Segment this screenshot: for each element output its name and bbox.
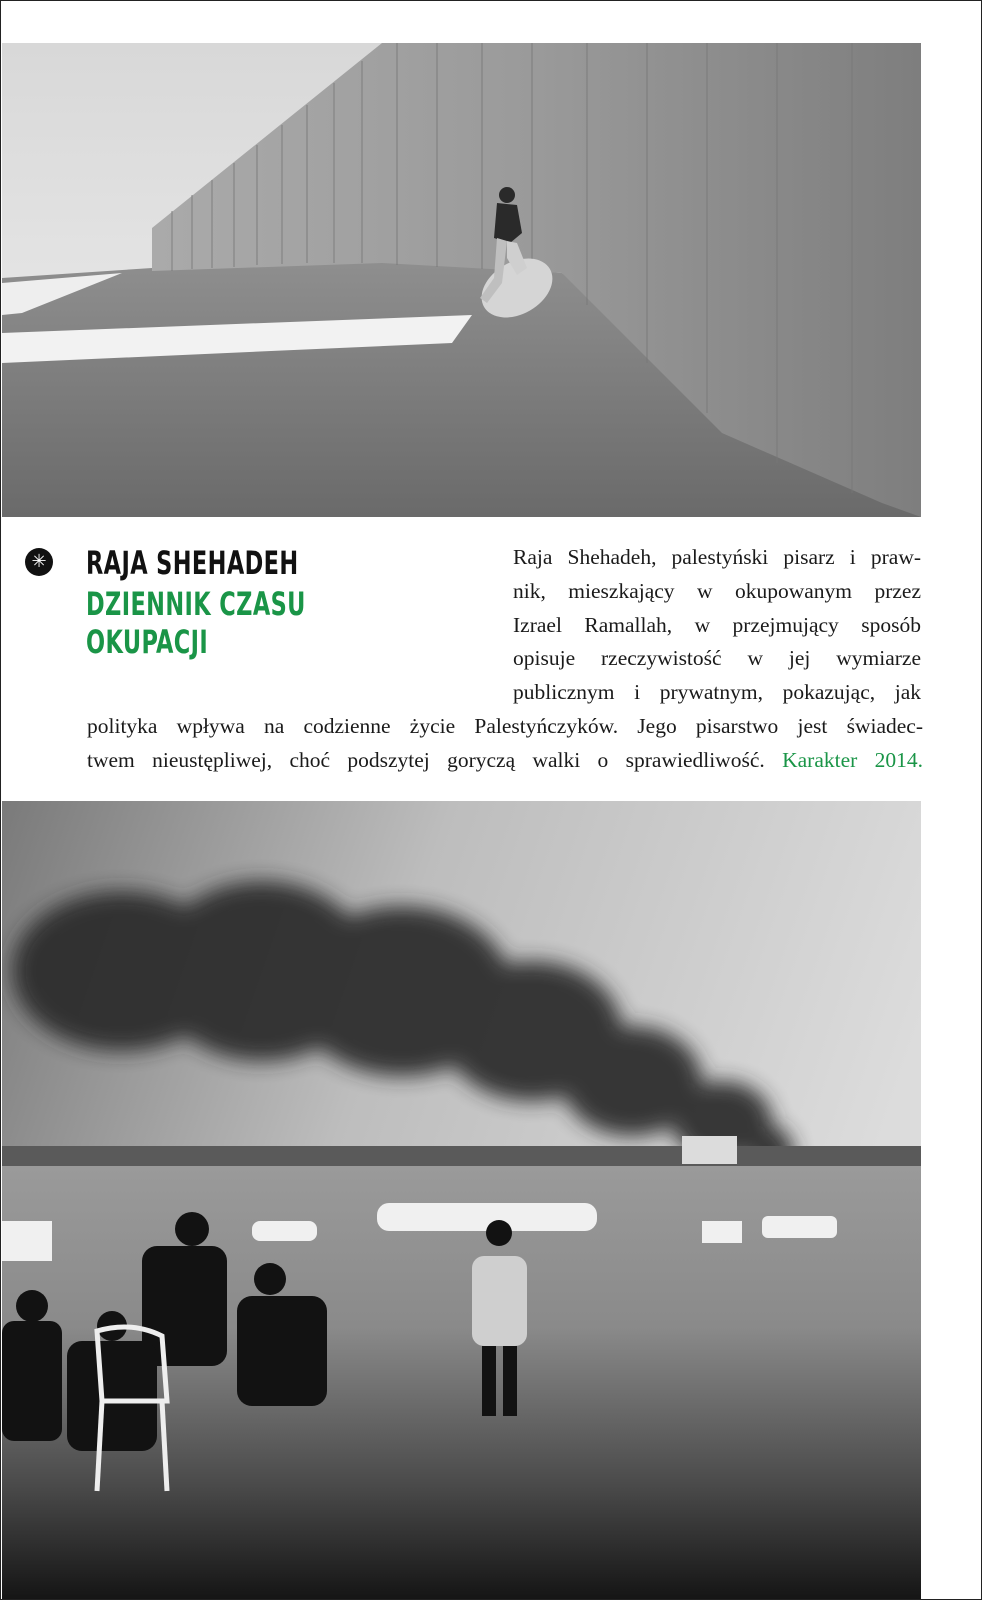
blurb-line: polityka wpływa na codzienne życie Palestyńczyków. Jego pisarstwo jest świadec-	[87, 714, 923, 738]
blurb-line: publicznym i prywatnym, pokazując, jak	[513, 680, 921, 705]
blurb-full-width	[87, 710, 923, 778]
publisher-logo-icon: ✳	[25, 548, 53, 576]
blurb-line-text: twem nieustępliwej, choć podszytej goryczą walki o sprawiedliwość.	[87, 747, 765, 772]
bottom-photo-smoke	[2, 801, 921, 1599]
book-title	[86, 585, 336, 661]
book-title-line-1: DZIENNIK CZASU	[86, 585, 306, 623]
blurb-line: opisuje rzeczywistość w jej wymiarze	[513, 646, 921, 671]
blurb-line: nik, mieszkający w okupowanym przez	[513, 578, 921, 603]
book-title-line-2: OKUPACJI	[86, 623, 209, 661]
blurb-line: Izrael Ramallah, w przejmujący sposób	[513, 612, 921, 637]
wall-photo-illustration	[2, 43, 921, 517]
publisher-note: Karakter 2014.	[782, 747, 923, 772]
top-photo-wall	[2, 43, 921, 517]
smoke-photo-illustration	[2, 801, 921, 1599]
blurb-line: Raja Shehadeh, palestyński pisarz i praw-	[513, 545, 921, 569]
blurb-right-column	[513, 541, 921, 710]
blurb-last-line	[87, 744, 923, 778]
author-name: RAJA SHEHADEH	[86, 544, 299, 582]
